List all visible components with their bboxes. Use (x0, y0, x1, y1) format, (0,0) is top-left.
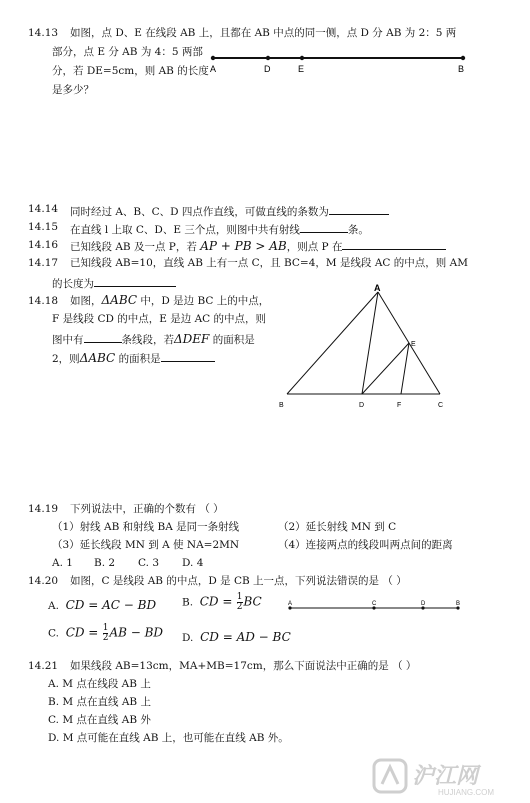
q18-label-e: E (411, 341, 416, 348)
q14-answer-blank[interactable] (329, 203, 389, 215)
q18-l3-post: 的面积是 (209, 334, 255, 346)
q18-line-4 (52, 350, 215, 366)
q21-stem: 如果线段 AB=13cm，MA+MB=17cm，那么下面说法中正确的是 （ ） (70, 660, 417, 672)
q15-stem: 在直线 l 上取 C、D、E 三个点，则图中共有射线 (70, 224, 300, 236)
q18-label-b: B (279, 402, 284, 409)
q20-option-c-letter: C. (48, 627, 59, 640)
hujiang-logo-en: HUJIANG.COM (438, 788, 494, 797)
q19-statement-2: （2）延长射线 MN 到 C (278, 521, 397, 533)
q16-answer-blank[interactable] (342, 238, 446, 250)
q18-l4-post: 的面积是 (115, 353, 161, 365)
q20-segment-figure (284, 598, 466, 620)
q20-option-c-numerator: 1 (102, 623, 109, 633)
q20-option-c[interactable] (48, 624, 163, 643)
q20-option-b-rhs: BC (243, 594, 262, 609)
q19-number: 14.19 (28, 503, 59, 515)
q20-label-b: B (456, 601, 461, 607)
q20-option-c-rhs: AB − BD (109, 625, 164, 640)
q17-answer-blank[interactable] (94, 275, 176, 287)
q13-number: 14.13 (28, 27, 59, 39)
q16-number: 14.16 (28, 239, 59, 251)
q20-option-b-fraction (237, 593, 243, 612)
q13-label-b: B (458, 64, 465, 74)
q18-line-1 (70, 293, 269, 308)
q16-stem: 已知线段 AB 及一点 P，若 (70, 241, 197, 253)
q13-label-a: A (210, 64, 217, 74)
q17-number: 14.17 (28, 257, 59, 269)
q18-triangle-def: ΔDEF (174, 332, 210, 346)
q20-option-b-lhs: CD = (199, 594, 233, 609)
q18-line-3 (52, 331, 255, 347)
q18-triangle-figure (270, 282, 450, 412)
q20-number: 14.20 (28, 575, 59, 587)
q21-option-d[interactable]: D. M 点可能在直线 AB 上，也可能在直线 AB 外。 (48, 732, 289, 744)
q20-option-a-math: CD = AC − BD (65, 598, 157, 612)
q16-suffix: ，则点 P 在 (286, 241, 343, 253)
q13-line-1: 如图，点 D、E 在线段 AB 上，且都在 AB 中点的同一侧，点 D 分 AB 为 2：5 两 (70, 27, 457, 39)
q14-stem: 同时经过 A、B、C、D 四点作直线，可做直线的条数为 (70, 206, 329, 218)
q20-option-b-numerator: 1 (236, 592, 243, 602)
q20-stem: 如图，C 是线段 AB 的中点，D 是 CB 上一点，下列说法错误的是 （ ） (70, 575, 407, 587)
q19-stem: 下列说法中，正确的个数有 （ ） (70, 503, 224, 515)
q21-option-c[interactable]: C. M 点在直线 AB 外 (48, 714, 151, 726)
q17-line-1: 已知线段 AB=10，直线 AB 上有一点 C，且 BC=4，M 是线段 AC 的中点，则 AM (70, 257, 468, 269)
q18-triangle-abc-2: ΔABC (79, 351, 116, 365)
q20-option-d-math: CD = AD − BC (200, 630, 291, 644)
q18-triangle-abc: ΔABC (101, 293, 138, 307)
q19-option-c[interactable]: C. 3 (138, 557, 160, 569)
q17-line-2 (52, 275, 176, 291)
q13-label-e: E (298, 64, 305, 74)
q20-label-a: A (288, 601, 293, 607)
q16-inequality: AP + PB > AB (200, 239, 287, 253)
q18-number: 14.18 (28, 295, 59, 307)
hujiang-logo-icon (372, 758, 522, 798)
q20-label-d: D (421, 601, 426, 607)
q19-statement-1: （1）射线 AB 和射线 BA 是同一条射线 (52, 521, 240, 533)
q18-label-f: F (397, 402, 402, 409)
q18-l1-pre: 如图， (70, 295, 102, 307)
q19-statement-4: （4）连接两点的线段叫两点间的距离 (278, 539, 453, 551)
q21-option-b[interactable]: B. M 点在直线 AB 上 (48, 696, 151, 708)
q20-option-c-fraction (103, 624, 109, 643)
q19-option-d[interactable]: D. 4 (182, 557, 204, 569)
q18-label-d: D (359, 402, 365, 409)
q13-line-2: 部分，点 E 分 AB 为 4：5 两部 (52, 46, 203, 58)
q18-line-2: F 是线段 CD 的中点，E 是边 AC 的中点，则 (52, 313, 267, 325)
q18-answer-blank-1[interactable] (84, 331, 122, 343)
q19-option-a[interactable]: A. 1 (52, 557, 73, 569)
q13-line-4: 是多少？ (52, 84, 94, 96)
q15-text (70, 221, 369, 237)
q18-l4-pre: 2，则 (52, 353, 80, 365)
q15-answer-blank[interactable] (300, 221, 348, 233)
hujiang-logo-cn: 沪江网 (412, 763, 479, 788)
q20-option-b[interactable] (182, 593, 262, 612)
q18-answer-blank-2[interactable] (161, 350, 215, 362)
q20-option-a-letter: A. (48, 600, 59, 612)
q20-option-c-denominator: 2 (102, 633, 109, 643)
q13-label-d: D (264, 64, 271, 74)
q20-option-b-letter: B. (182, 596, 194, 609)
q20-option-d-letter: D. (182, 632, 194, 644)
q13-line-3: 分，若 DE=5cm，则 AB 的长度 (52, 65, 209, 77)
hujiang-watermark-logo (372, 758, 522, 798)
q14-number: 14.14 (28, 203, 59, 215)
q20-label-c: C (372, 601, 377, 607)
q20-option-b-denominator: 2 (236, 602, 243, 612)
q19-statement-3: （3）延长线段 MN 到 A 使 NA=2MN (52, 539, 240, 551)
q20-option-c-lhs: CD = (65, 625, 99, 640)
q18-l3-pre: 图中有 (52, 334, 84, 346)
q18-l3-mid: 条线段，若 (121, 334, 174, 346)
q20-option-a[interactable] (48, 598, 156, 613)
q17-stem: 的长度为 (52, 278, 94, 290)
q18-label-c: C (438, 402, 444, 409)
q13-segment-figure (205, 48, 475, 76)
q19-option-b[interactable]: B. 2 (94, 557, 116, 569)
q14-text (70, 203, 389, 219)
q21-number: 14.21 (28, 660, 59, 672)
q15-number: 14.15 (28, 221, 59, 233)
q18-label-a: A (374, 283, 381, 293)
q20-option-d[interactable] (182, 630, 291, 645)
q21-option-a[interactable]: A. M 点在线段 AB 上 (48, 678, 151, 690)
q18-l1-post: 中，D 是边 BC 上的中点， (137, 295, 270, 307)
q16-text (70, 238, 446, 254)
q15-suffix: 条。 (347, 224, 369, 236)
